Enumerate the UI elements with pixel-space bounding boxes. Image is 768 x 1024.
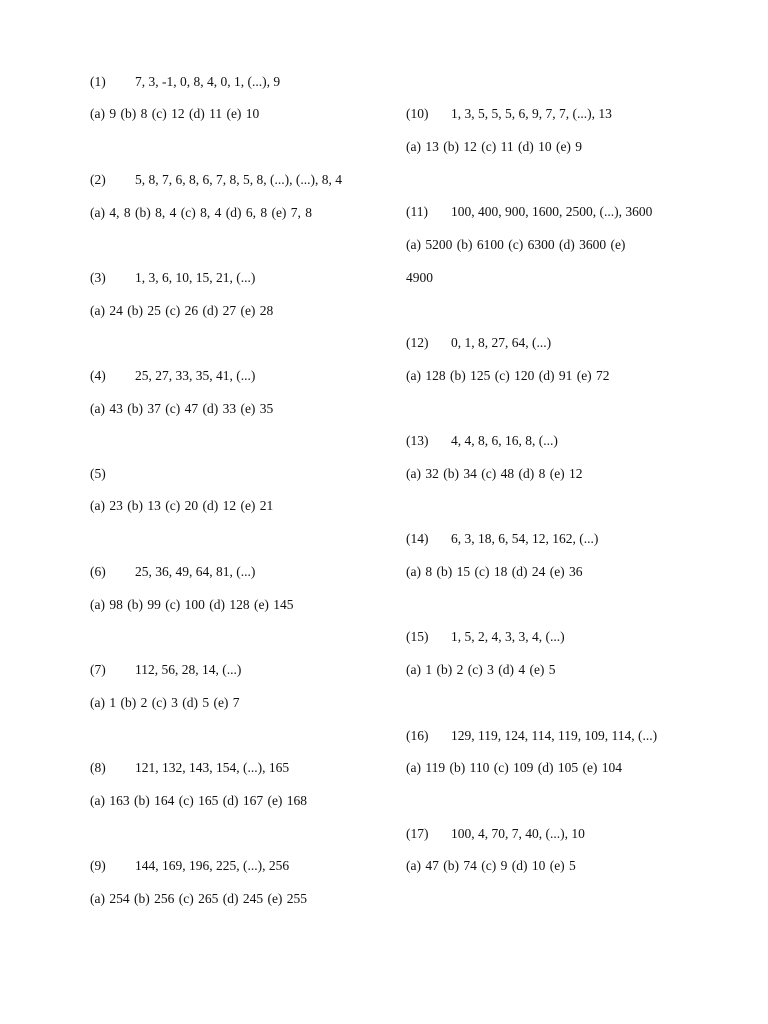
options-text-wrap: 4900 xyxy=(406,270,433,285)
answer-options xyxy=(406,139,582,155)
answer-options xyxy=(406,858,576,874)
answer-options xyxy=(90,205,312,221)
answer-options xyxy=(90,793,307,809)
question-sequence: 4, 4, 8, 6, 16, 8, (...) xyxy=(451,433,558,448)
options-text: (a) 43 (b) 37 (c) 47 (d) 33 (e) 35 xyxy=(90,401,274,416)
options-text: (a) 32 (b) 34 (c) 48 (d) 8 (e) 12 xyxy=(406,466,583,481)
answer-options xyxy=(406,760,622,776)
question-number: (6) xyxy=(90,564,106,579)
question-sequence: 1, 5, 2, 4, 3, 3, 4, (...) xyxy=(451,629,565,644)
answer-options xyxy=(90,695,240,711)
options-text: (a) 1 (b) 2 (c) 3 (d) 5 (e) 7 xyxy=(90,695,240,710)
question-sequence: 25, 27, 33, 35, 41, (...) xyxy=(135,368,256,383)
options-text: (a) 98 (b) 99 (c) 100 (d) 128 (e) 145 xyxy=(90,597,294,612)
question-number: (14) xyxy=(406,531,429,546)
question-number: (12) xyxy=(406,335,429,350)
question-number: (5) xyxy=(90,466,106,481)
question-13 xyxy=(406,433,558,449)
answer-options xyxy=(90,303,273,319)
options-text: (a) 47 (b) 74 (c) 9 (d) 10 (e) 5 xyxy=(406,858,576,873)
options-text: (a) 1 (b) 2 (c) 3 (d) 4 (e) 5 xyxy=(406,662,556,677)
question-4 xyxy=(90,368,255,384)
answer-options xyxy=(406,662,556,678)
question-10 xyxy=(406,106,612,122)
question-sequence: 112, 56, 28, 14, (...) xyxy=(135,662,242,677)
options-text: (a) 13 (b) 12 (c) 11 (d) 10 (e) 9 xyxy=(406,139,583,154)
answer-options xyxy=(406,564,583,580)
answer-options xyxy=(90,106,259,122)
options-text: (a) 163 (b) 164 (c) 165 (d) 167 (e) 168 xyxy=(90,793,308,808)
question-11 xyxy=(406,204,652,220)
question-number: (3) xyxy=(90,270,106,285)
question-sequence: 25, 36, 49, 64, 81, (...) xyxy=(135,564,256,579)
question-2 xyxy=(90,172,342,188)
question-16 xyxy=(406,728,657,744)
question-sequence: 0, 1, 8, 27, 64, (...) xyxy=(451,335,552,350)
question-12 xyxy=(406,335,551,351)
question-sequence: 100, 4, 70, 7, 40, (...), 10 xyxy=(451,826,585,841)
question-sequence: 1, 3, 5, 5, 5, 6, 9, 7, 7, (...), 13 xyxy=(451,106,612,121)
question-8 xyxy=(90,760,289,776)
question-sequence: 1, 3, 6, 10, 15, 21, (...) xyxy=(135,270,256,285)
question-number: (4) xyxy=(90,368,106,383)
answer-options xyxy=(90,891,307,907)
question-sequence: 7, 3, -1, 0, 8, 4, 0, 1, (...), 9 xyxy=(135,74,281,89)
question-number: (9) xyxy=(90,858,106,873)
question-number: (1) xyxy=(90,74,106,89)
answer-options xyxy=(90,597,294,613)
options-text: (a) 4, 8 (b) 8, 4 (c) 8, 4 (d) 6, 8 (e) 7, 8 xyxy=(90,205,313,220)
question-number: (16) xyxy=(406,728,429,743)
question-sequence: 144, 169, 196, 225, (...), 256 xyxy=(135,858,290,873)
question-sequence: 100, 400, 900, 1600, 2500, (...), 3600 xyxy=(451,204,653,219)
question-14 xyxy=(406,531,598,547)
options-text: (a) 8 (b) 15 (c) 18 (d) 24 (e) 36 xyxy=(406,564,583,579)
question-number: (8) xyxy=(90,760,106,775)
options-text: (a) 24 (b) 25 (c) 26 (d) 27 (e) 28 xyxy=(90,303,274,318)
answer-options xyxy=(406,466,583,482)
question-sequence: 121, 132, 143, 154, (...), 165 xyxy=(135,760,290,775)
question-number: (11) xyxy=(406,204,428,219)
question-5 xyxy=(90,466,135,482)
question-number: (13) xyxy=(406,433,429,448)
question-number: (17) xyxy=(406,826,429,841)
answer-options xyxy=(406,237,625,253)
answer-options xyxy=(90,498,273,514)
question-1 xyxy=(90,74,280,90)
question-15 xyxy=(406,629,565,645)
options-text: (a) 9 (b) 8 (c) 12 (d) 11 (e) 10 xyxy=(90,106,260,121)
options-text: (a) 23 (b) 13 (c) 20 (d) 12 (e) 21 xyxy=(90,498,274,513)
question-9 xyxy=(90,858,289,874)
answer-options xyxy=(406,368,610,384)
question-number: (15) xyxy=(406,629,429,644)
question-6 xyxy=(90,564,255,580)
question-sequence: 6, 3, 18, 6, 54, 12, 162, (...) xyxy=(451,531,599,546)
question-17 xyxy=(406,826,585,842)
question-7 xyxy=(90,662,241,678)
question-sequence: 129, 119, 124, 114, 119, 109, 114, (...) xyxy=(451,728,658,743)
options-text: (a) 119 (b) 110 (c) 109 (d) 105 (e) 104 xyxy=(406,760,623,775)
options-text: (a) 5200 (b) 6100 (c) 6300 (d) 3600 (e) xyxy=(406,237,626,252)
answer-options xyxy=(90,401,273,417)
question-number: (7) xyxy=(90,662,106,677)
answer-options-continued xyxy=(406,270,433,286)
options-text: (a) 128 (b) 125 (c) 120 (d) 91 (e) 72 xyxy=(406,368,610,383)
question-sequence: 5, 8, 7, 6, 8, 6, 7, 8, 5, 8, (...), (...), 8, 4 xyxy=(135,172,342,187)
options-text: (a) 254 (b) 256 (c) 265 (d) 245 (e) 255 xyxy=(90,891,308,906)
question-number: (10) xyxy=(406,106,429,121)
question-3 xyxy=(90,270,255,286)
question-number: (2) xyxy=(90,172,106,187)
